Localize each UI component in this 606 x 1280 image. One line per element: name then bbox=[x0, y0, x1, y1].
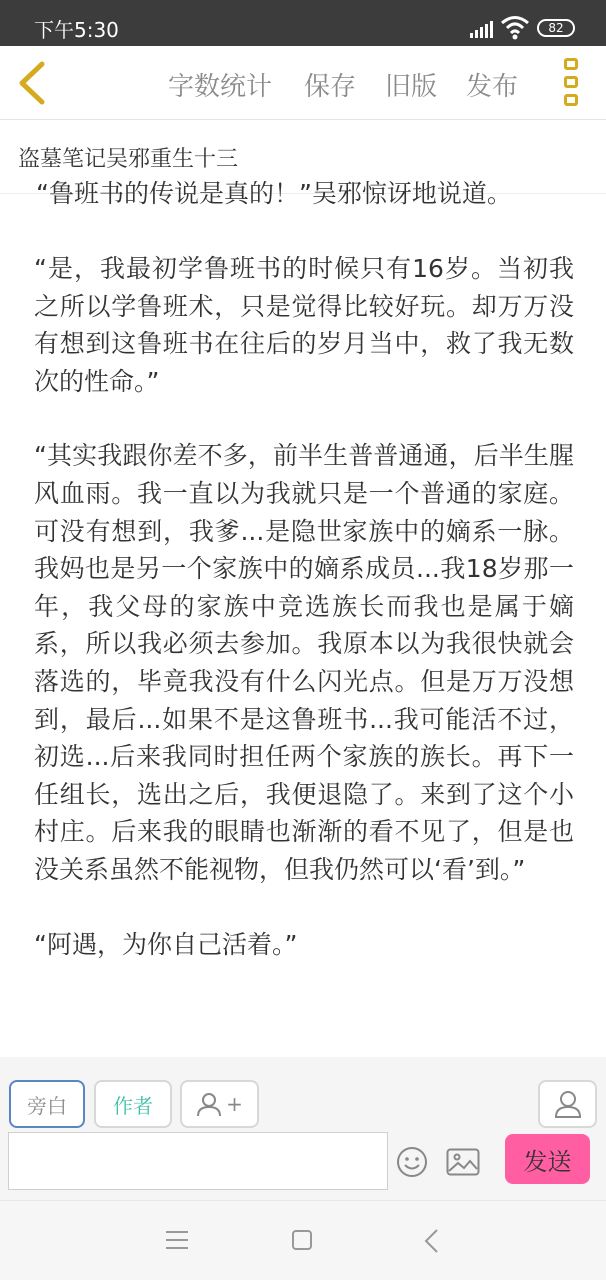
profile-button[interactable] bbox=[538, 1080, 597, 1128]
narrator-button[interactable]: 旁白 bbox=[9, 1080, 85, 1128]
publish-button[interactable]: 发布 bbox=[466, 72, 519, 102]
system-nav-bar bbox=[0, 1200, 606, 1280]
message-input[interactable] bbox=[8, 1132, 388, 1190]
menu-icon[interactable] bbox=[166, 1231, 188, 1249]
more-dot-icon bbox=[564, 76, 578, 88]
add-character-button[interactable] bbox=[180, 1080, 259, 1128]
send-button[interactable]: 发送 bbox=[505, 1134, 590, 1184]
back-button[interactable] bbox=[14, 60, 54, 106]
user-icon bbox=[196, 1091, 222, 1117]
more-dot-icon bbox=[564, 58, 578, 70]
paragraph: “是，我最初学鲁班书的时候只有16岁。当初我之所以学鲁班术，只是觉得比较好玩。却万万没有想到这鲁班书在往后的岁月当中，救了我无数次的性命。” bbox=[34, 254, 574, 396]
save-button[interactable]: 保存 bbox=[304, 72, 357, 102]
old-version-button[interactable]: 旧版 bbox=[385, 72, 438, 102]
nav-back-icon[interactable] bbox=[422, 1228, 442, 1254]
status-bar bbox=[0, 0, 606, 46]
word-count-button[interactable]: 字数统计 bbox=[168, 72, 273, 102]
author-button[interactable]: 作者 bbox=[94, 1080, 172, 1128]
home-icon[interactable] bbox=[292, 1230, 312, 1250]
emoji-icon[interactable] bbox=[396, 1146, 428, 1178]
chapter-content[interactable] bbox=[0, 179, 606, 1057]
signal-icon bbox=[470, 20, 493, 38]
paragraph: “阿遇，为你自己活着。” bbox=[34, 929, 298, 959]
partial-text-line: “鲁班书的传说是真的！”吴邪惊讶地说道。 bbox=[36, 179, 512, 208]
status-time: 下午5:30 bbox=[34, 18, 119, 42]
chapter-title: 盗墓笔记吴邪重生十三 bbox=[18, 147, 239, 172]
battery-icon: 82 bbox=[537, 19, 575, 37]
image-icon[interactable] bbox=[446, 1148, 480, 1176]
editor-toolbar bbox=[0, 46, 606, 120]
user-icon bbox=[555, 1090, 581, 1118]
more-menu-button[interactable] bbox=[564, 58, 582, 106]
plus-label: + bbox=[226, 1092, 243, 1116]
composer-panel bbox=[0, 1057, 606, 1200]
more-dot-icon bbox=[564, 94, 578, 106]
paragraph: “其实我跟你差不多，前半生普普通通，后半生腥风血雨。我一直以为我就只是一个普通的家庭。可没有想到，我爹...是隐世家族中的嫡系一脉。我妈也是另一个家族中的嫡系成员...我18岁那一年，我父母的家族中竞选族长而我也是属于嫡系，所以我必须去参加。我原本以为我很快就会落选的，毕竟我没有什么闪光点。但是万万没想到，最后...如果不是这鲁班书...我可能活不过，初选...后来我同时担任两个家族的族长。再下一任组长，选出之后，我便退隐了。来到了这个小村庄。后来我的眼睛也渐渐的看不见了，但是也没关系虽然不能视物，但我仍然可以‘看’到。” bbox=[34, 441, 574, 884]
wifi-icon bbox=[500, 14, 530, 40]
